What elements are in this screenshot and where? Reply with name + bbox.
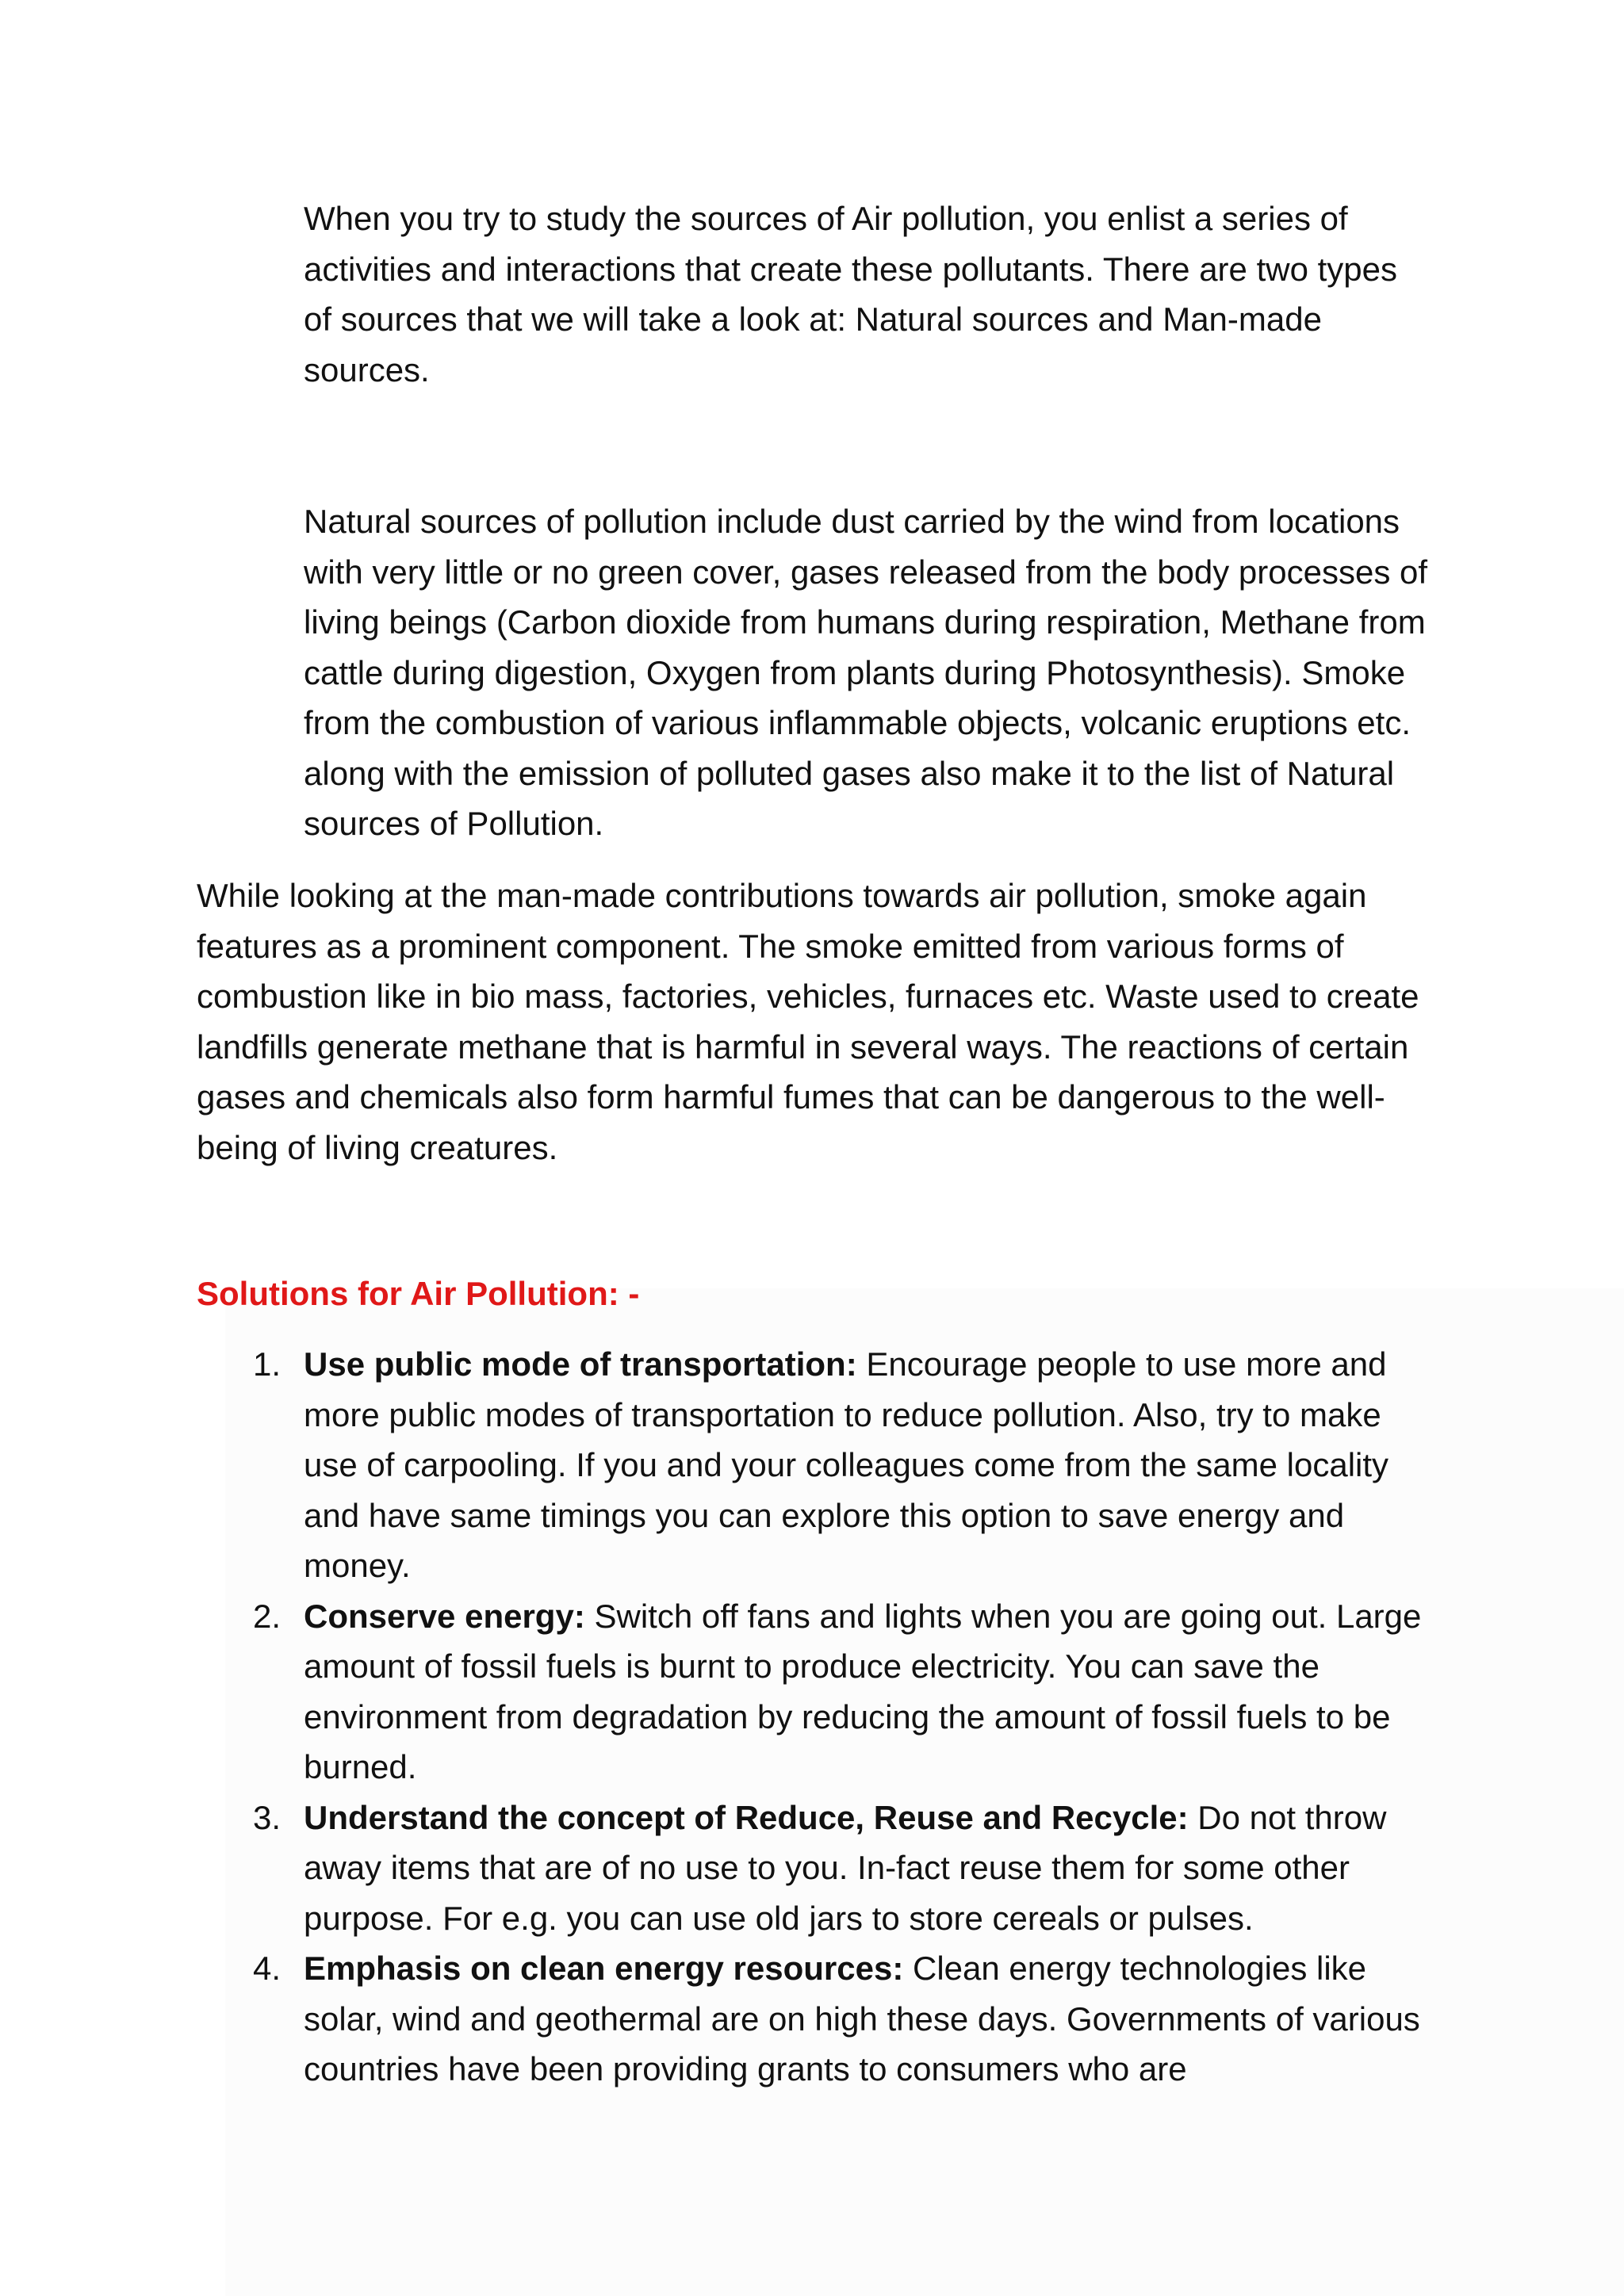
list-item (253, 1591, 1430, 1793)
list-item (253, 1943, 1430, 2095)
list-item (253, 1793, 1430, 1944)
list-item-text: Clean energy technologies like solar, wind and geothermal are on high these days. Governments of various countries have been providing grants to consumers who are (304, 1950, 1420, 2087)
list-item (253, 1339, 1430, 1591)
list-item-title: Use public mode of transportation: (304, 1345, 857, 1383)
list-item-title: Emphasis on clean energy resources: (304, 1950, 904, 1987)
solutions-heading: Solutions for Air Pollution: - (197, 1275, 640, 1312)
list-item-text: Do not throw away items that are of no use to you. In-fact reuse them for some other purpose. For e.g. you can use old jars to store cereals or pulses. (304, 1798, 1387, 1937)
list-item-number: 3. (253, 1798, 282, 1836)
list-item-text: Switch off fans and lights when you are going out. Large amount of fossil fuels is burnt to produce electricity. You can save the environment from degradation by reducing the amount of fossil fuels to be burned. (304, 1597, 1422, 1785)
list-item-title: Conserve energy: (304, 1597, 585, 1635)
solutions-list (253, 1339, 1430, 2095)
man-made-sources-paragraph: While looking at the man-made contributions towards air pollution, smoke again features as a prominent component. The smoke emitted from various forms of combustion like in bio mass, factories, vehicles, furnaces etc. Waste used to create landfills generate methane that is harmful in several ways. The reactions of certain gases and chemicals also form harmful fumes that can be dangerous to the well-being of living creatures. (197, 877, 1419, 1166)
list-item-number: 2. (253, 1597, 282, 1635)
list-item-number: 1. (253, 1345, 282, 1383)
intro-paragraph: When you try to study the sources of Air pollution, you enlist a series of activities and interactions that create these pollutants. There are two types of sources that we will take a look at: Natural sources and Man-made sources. (304, 200, 1397, 388)
natural-sources-paragraph: Natural sources of pollution include dust carried by the wind from locations with very little or no green cover, gases released from the body processes of living beings (Carbon dioxide from humans during respiration, Methane from cattle during digestion, Oxygen from plants during Photosynthesis). Smoke from the combustion of various inflammable objects, volcanic eruptions etc. along with the emission of polluted gases also make it to the list of Natural sources of Pollution. (304, 503, 1428, 842)
list-item-text: Encourage people to use more and more public modes of transportation to reduce pollution. Also, try to make use of carpooling. If you and your colleagues come from the same locality and have same timings you can explore this option to save energy and money. (304, 1345, 1389, 1584)
list-item-number: 4. (253, 1950, 282, 1987)
list-item-title: Understand the concept of Reduce, Reuse and Recycle: (304, 1798, 1189, 1836)
